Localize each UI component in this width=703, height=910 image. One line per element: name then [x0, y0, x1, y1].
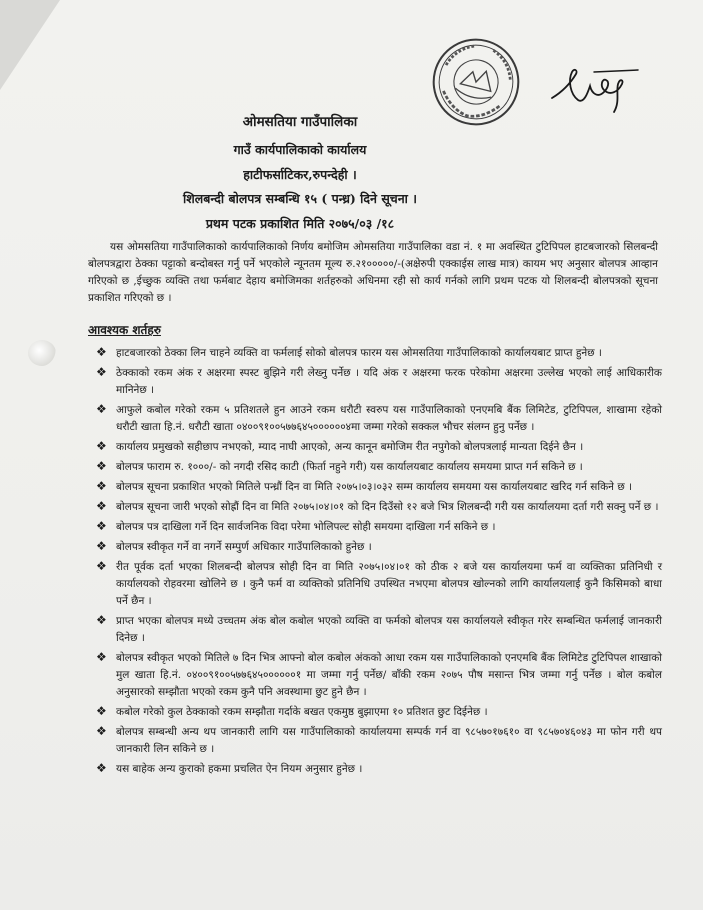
list-item	[96, 724, 662, 758]
list-item	[96, 704, 662, 721]
term-text: प्राप्त भएका बोलपत्र मध्ये उच्चतम अंक बोल कबोल भएको व्यक्ति वा फर्मको बोलपत्र यस कार्यालयले स्वीकृत गरेर सम्बन्धित फर्मलाई जानकारी दिनेछ ।	[116, 615, 662, 644]
list-item	[96, 761, 662, 778]
list-item	[96, 459, 662, 476]
diamond-bullet-icon: ❖	[96, 704, 107, 718]
diamond-bullet-icon: ❖	[96, 559, 107, 573]
list-item	[96, 559, 662, 610]
org-name: ओमसतिया गाउँपालिका	[242, 114, 358, 130]
diamond-bullet-icon: ❖	[96, 345, 107, 359]
diamond-bullet-icon: ❖	[96, 459, 107, 473]
term-text: बोलपत्र सम्बन्धी अन्य थप जानकारी लागि यस गाउँपालिकाको कार्यालयमा सम्पर्क गर्न वा ९८५७०१७६१० वा ९८५७०४६०४३ मा फोन गरी थप जानकारी लिन सकिने छ ।	[116, 726, 662, 755]
terms-list	[96, 345, 662, 781]
list-item	[96, 499, 662, 516]
list-item	[96, 613, 662, 647]
page-fold-shadow	[0, 0, 60, 90]
diamond-bullet-icon: ❖	[96, 613, 107, 627]
term-text: आफुले कबोल गरेको रकम ५ प्रतिशतले हुन आउने रकम धरौटी स्वरुप यस गाउँपालिकाको एनएमबि बैंक लिमिटेड, टुटिपिपल, शाखामा रहेको धरौटी खाता हि.नं. धरौटी खाता ०४००९१००५७७६४५००००००४मा जम्मा गरेको सक्कल भौचर संलग्न हुनु पर्नेछ ।	[116, 404, 662, 433]
term-text: बोलपत्र पत्र दाखिला गर्ने दिन सार्वजनिक विदा परेमा भोलिपल्ट सोही समयमा दाखिला गर्न सकिने छ ।	[116, 521, 496, 533]
list-item	[96, 650, 662, 701]
list-item	[96, 365, 662, 399]
term-text: बोलपत्र स्वीकृत गर्ने वा नगर्ने सम्पुर्ण अधिकार गाउँपालिकाको हुनेछ ।	[116, 541, 372, 553]
publish-date: प्रथम पटक प्रकाशित मिति २०७५/०३ /१८	[205, 216, 395, 231]
term-text: कबोल गरेको कुल ठेक्काको रकम सम्झौता गर्दाके बखत एकमुष्ठ बुझाएमा १० प्रतिशत छुट दिईनेछ ।	[116, 706, 488, 718]
diamond-bullet-icon: ❖	[96, 519, 107, 533]
diamond-bullet-icon: ❖	[96, 499, 107, 513]
diamond-bullet-icon: ❖	[96, 539, 107, 553]
term-text: हाटबजारको ठेक्का लिन चाहने व्यक्ति वा फर्मलाई सोको बोलपत्र फारम यस ओमसतिया गाउँपालिकाको कार्यालयबाट प्राप्त हुनेछ ।	[116, 347, 602, 359]
term-text: बोलपत्र फाराम रु. १०००/- को नगदी रसिद काटी (फिर्ता नहुने गरी) यस कार्यालयबाट कार्यालय समयमा प्राप्त गर्न सकिने छ ।	[116, 461, 583, 473]
office-address: हाटीफर्साटिकर,रुपन्देही ।	[243, 167, 357, 182]
term-text: बोलपत्र सूचना प्रकाशित भएको मितिले पन्ध्रौं दिन वा मिति २०७५।०३।०३२ सम्म कार्यालय समयमा यस कार्यालयबाट खरिद गर्न सकिने छ ।	[116, 481, 632, 493]
terms-heading: आवश्यक शर्तहरु	[88, 323, 161, 337]
list-item	[96, 479, 662, 496]
diamond-bullet-icon: ❖	[96, 402, 107, 416]
diamond-bullet-icon: ❖	[96, 650, 107, 664]
diamond-bullet-icon: ❖	[96, 365, 107, 379]
diamond-bullet-icon: ❖	[96, 479, 107, 493]
list-item	[96, 539, 662, 556]
diamond-bullet-icon: ❖	[96, 761, 107, 775]
office-name: गाउँ कार्यपालिकाको कार्यालय	[233, 142, 367, 157]
diamond-bullet-icon: ❖	[96, 724, 107, 738]
list-item	[96, 402, 662, 436]
term-text: बोलपत्र सूचना जारी भएको सोह्रौं दिन वा मिति २०७५।०४।०१ को दिन दिउँसो १२ बजे भित्र शिलबन्दी गरी यस कार्यालयमा दर्ता गरी सक्नु पर्ने छ ।	[116, 501, 659, 513]
term-text: यस बाहेक अन्य कुराको हकमा प्रचलित ऐन नियम अनुसार हुनेछ ।	[116, 763, 363, 775]
list-item	[96, 439, 662, 456]
handwritten-signature-icon	[548, 62, 640, 118]
intro-paragraph: यस ओमसतिया गाउँपालिकाको कार्यपालिकाको निर्णय बमोजिम ओमसतिया गाउँपालिका वडा नं. १ मा अवस्थित टुटिपिपल हाटबजारको सिलबन्दी बोलपत्रद्वारा ठेक्का पट्टाको बन्दोबस्त गर्नु पर्ने भएकोले न्यूनतम मूल्य रु.२१०००००/-(अक्षेरुपी एक्काईस लाख मात्र) कायम भए अनुसार बोलपत्र आव्हान गरिएको छ ,ईच्छुक व्यक्ति तथा फर्मबाट देहाय बमोजिमका शर्तहरुको अधिनमा रही सो कार्य गर्नको लागि प्रथम पटक यो शिलबन्दी बोलपत्रको सूचना प्रकाशित गरिएको छ ।	[88, 241, 658, 304]
scan-artifact	[28, 340, 56, 366]
diamond-bullet-icon: ❖	[96, 439, 107, 453]
list-item	[96, 345, 662, 362]
term-text: कार्यालय प्रमुखको सहीछाप नभएको, म्याद नाघी आएको, अन्य कानून बमोजिम रीत नपुगेको बोलपत्रलाई मान्यता दिईने छैन ।	[116, 441, 584, 453]
term-text: ठेक्काको रकम अंक र अक्षरमा स्पस्ट बुझिने गरी लेख्नु पर्नेछ । यदि अंक र अक्षरमा फरक परेकोमा अक्षरमा उल्लेख भएको लाई आधिकारीक मानिनेछ ।	[116, 367, 662, 396]
term-text: रीत पूर्वक दर्ता भएका शिलबन्दी बोलपत्र सोही दिन वा मिति २०७५।०४।०१ को ठीक २ बजे यस कार्यालयमा फर्म वा व्यक्तिका प्रतिनिधी र कार्यालयको रोहवरमा खोलिने छ । कुनै फर्म वा व्यक्तिको प्रतिनिधि उपस्थित नभएमा बोलपत्र खोल्नको लागि कार्यालयलाई कुनै किसिमको बाधा पर्ने छैन ।	[116, 561, 662, 607]
list-item	[96, 519, 662, 536]
term-text: बोलपत्र स्वीकृत भएको मितिले ७ दिन भित्र आफ्नो बोल कबोल अंकको आधा रकम यस गाउँपालिकाको एनएमबि बैंक लिमिटेड टुटिपिपल शाखाको मुल खाता हि.नं. ०४००९१००५७७६४५००००००१ मा जम्मा गर्नु पर्नेछ/ बाँकी रकम २०७५ पौष मसान्त भित्र जम्मा गर्नु पर्नेछ । बोल कबोल अनुसारको सम्झौता भएको रकम कुनै पनि अवस्थामा छुट हुने छैन ।	[116, 652, 662, 698]
notice-title: शिलबन्दी बोलपत्र सम्बन्धि १५ ( पन्ध्र) दिने सूचना ।	[183, 191, 417, 206]
